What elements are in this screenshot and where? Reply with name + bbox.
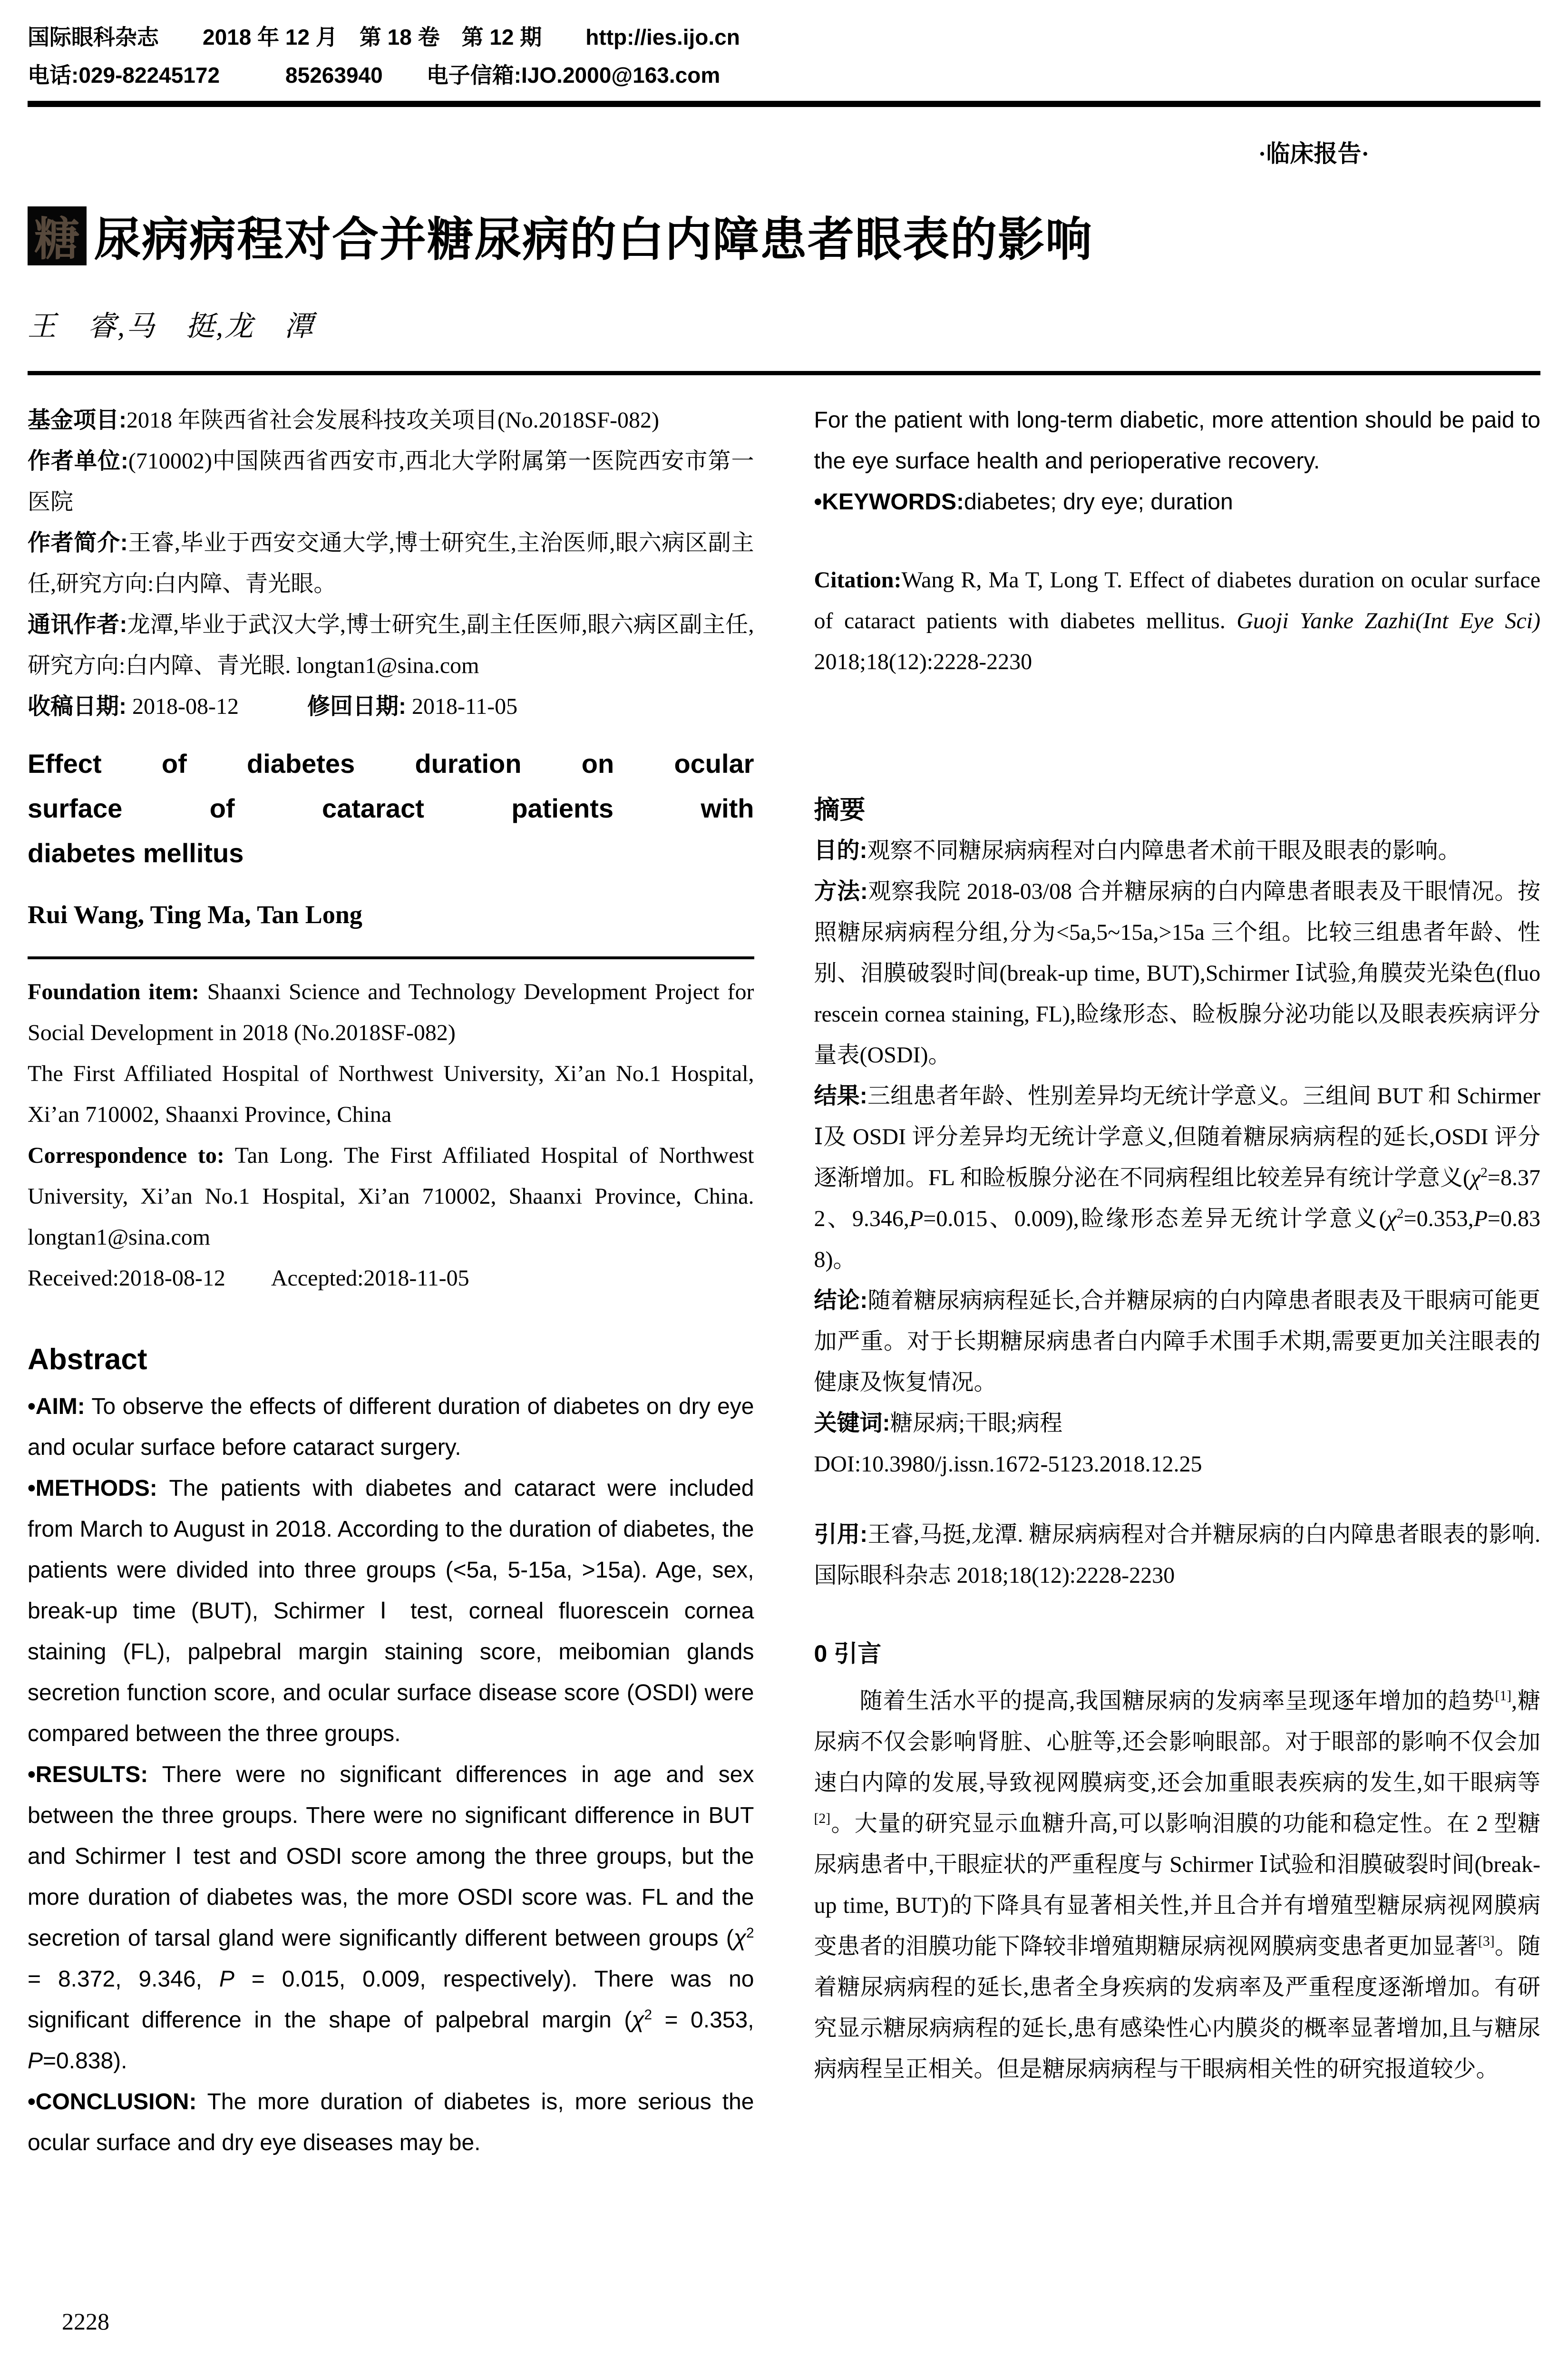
abstract-cn-results-label: 结果: [814, 1083, 867, 1109]
title-divider [28, 371, 1540, 375]
chinese-meta-block [28, 400, 754, 727]
abstract-results-label: •RESULTS: [28, 1762, 148, 1787]
abstract-cn-results: 结果:三组患者年龄、性别差异均无统计学意义。三组间 BUT 和 Schirmer Ⅰ及 OSDI 评分差异均无统计学意义,但随着糖尿病病程的延长,OSDI 评分逐渐增加。FL 和睑板腺分泌在不同病程组比较差异有统计学意义($\chi^2=8.372$、9.346,P=0.015、0.009),睑缘形态差异无统计学意义$(\chi^2=0.353,P=0.838)$。 [814, 1083, 1540, 1272]
foundation-item-cn-label: 基金项目: [28, 408, 127, 433]
keywords: •KEYWORDS:diabetes; dry eye; duration [814, 489, 1233, 515]
keywords-label: •KEYWORDS: [814, 489, 964, 515]
journal-header [28, 18, 1540, 107]
section-tag: ·临床报告· [1258, 140, 1369, 167]
abstract-cn-methods: 方法:观察我院 2018-03/08 合并糖尿病的白内障患者眼表及干眼情况。按照糖尿病病程分组,分为<5a,5~15a,>15a 三个组。比较三组患者年龄、性别、泪膜破裂时间(break-up time, BUT),Schirmer Ⅰ试验,角膜荧光染色(fluorescein cornea staining, FL),睑缘形态、睑板腺分泌功能以及眼表疾病评分量表(OSDI)。 [814, 879, 1540, 1068]
correspondence-en-label: Correspondence to: [28, 1143, 224, 1168]
dates-cn: 收稿日期: 2018-08-12 修回日期: 2018-11-05 [28, 694, 518, 719]
corresponding-author-cn-label: 通讯作者: [28, 612, 127, 637]
article-title-cn [28, 202, 1540, 269]
abstract-conclusion-continued: For the patient with long-term diabetic, more attention should be paid to the eye surface health and perioperative recovery. [814, 408, 1540, 474]
abstract-cn-methods-label: 方法: [814, 879, 868, 904]
title-en-line: surface of cataract patients with [28, 793, 754, 823]
abstract-methods: •METHODS: The patients with diabetes and cataract were included from March to August in 2018. According to the duration of diabetes, the patients were divided into three groups (<5a, 5-15a, >15a). Age, sex, break-up time (BUT), Schirmer Ⅰ test, corneal fluorescein cornea staining (FL), palpebral margin staining score, meibomian glands secretion function score, and ocular surface disease score (OSDI) were compared between the three groups. [28, 1476, 754, 1746]
abstract-cn-aim: 目的:观察不同糖尿病病程对白内障患者术前干眼及眼表的影响。 [814, 838, 1461, 863]
citation-cn-label: 引用: [814, 1522, 868, 1547]
title-drop-cap: 糖 [28, 206, 87, 265]
citation-en-label: Citation: [814, 567, 902, 593]
affiliation-en: The First Affiliated Hospital of Northwest University, Xi’an No.1 Hospital, Xi’an 710002, Shaanxi Province, China [28, 1061, 754, 1127]
journal-header-line2: 电话:029-82245172 85263940 电子信箱:IJO.2000@163.com [28, 63, 721, 88]
abstract-cn-aim-label: 目的: [814, 838, 867, 863]
citation-cn: 引用:王睿,马挺,龙潭. 糖尿病病程对合并糖尿病的白内障患者眼表的影响. 国际眼科杂志 2018;18(12):2228-2230 [814, 1522, 1540, 1588]
dates-en: Received:2018-08-12 Accepted:2018-11-05 [28, 1266, 469, 1291]
author-affiliation-cn-label: 作者单位: [28, 448, 128, 474]
left-column [28, 400, 754, 2163]
title-en-line: diabetes mellitus [28, 838, 244, 868]
keywords-cn: 关键词:糖尿病;干眼;病程 [814, 1411, 1063, 1436]
intro-paragraph: 随着生活水平的提高,我国糖尿病的发病率呈现逐年增加的趋势[1],糖尿病不仅会影响肾脏、心脏等,还会影响眼部。对于眼部的影响不仅会加速白内障的发展,导致视网膜病变,还会加重眼表疾病的发生,如干眼病等[2]。大量的研究显示血糖升高,可以影响泪膜的功能和稳定性。在 2 型糖尿病患者中,干眼症状的严重程度与 Schirmer Ⅰ试验和泪膜破裂时间(break-up time, BUT)的下降具有显著相关性,并且合并有增殖型糖尿病视网膜病变患者的泪膜功能下降较非增殖期糖尿病视网膜病变患者更加显著[3]。随着糖尿病病程的延长,患者全身疾病的发病率及严重程度逐渐增加。有研究显示糖尿病病程的延长,患有感染性心内膜炎的概率显著增加,且与糖尿病病程呈正相关。但是糖尿病病程与干眼病相关性的研究报道较少。 [814, 1688, 1540, 2082]
foundation-item-en: Foundation item: Shaanxi Science and Technology Development Project for Social Development in 2018 (No.2018SF-082) [28, 979, 754, 1045]
page-number: 2228 [62, 2308, 109, 2335]
intro-heading: 0 引言 [814, 1640, 882, 1667]
correspondence-en: Correspondence to: Tan Long. The First Affiliated Hospital of Northwest University, Xi’an No.1 Hospital, Xi’an 710002, Shaanxi Province, China. longtan1@sina.com [28, 1143, 754, 1250]
citation-en: Citation:Wang R, Ma T, Long T. Effect of diabetes duration on ocular surface of cataract patients with diabetes mellitus. Guoji Yanke Zazhi(Int Eye Sci) 2018;18(12):2228-2230 [814, 567, 1540, 674]
abstract-cn-heading: 摘要 [814, 796, 866, 824]
title-en-line: Effect of diabetes duration on ocular [28, 749, 754, 779]
abstract-heading: Abstract [28, 1343, 147, 1376]
doi: DOI:10.3980/j.issn.1672-5123.2018.12.25 [814, 1452, 1202, 1477]
abstract-cn-conclusion: 结论:随着糖尿病病程延长,合并糖尿病的白内障患者眼表及干眼病可能更加严重。对于长期糖尿病患者白内障手术围手术期,需要更加关注眼表的健康及恢复情况。 [814, 1288, 1540, 1395]
abstract-results: •RESULTS: There were no significant differences in age and sex between the three groups. There were no significant difference in BUT and Schirmer Ⅰ test and OSDI score among the three groups, but the more duration of diabetes was, the more OSDI score was. FL and the secretion of tarsal gland were significantly different between groups ($\chi^2 = 8.372$, 9.346, P = 0.015, 0.009, respectively). There was no significant difference in the shape of palpebral margin ($\chi^2 = 0.353$, P=0.838). [28, 1762, 754, 2074]
authors-cn: 王 睿,马 挺,龙 潭 [28, 311, 314, 342]
abstract-methods-label: •METHODS: [28, 1476, 157, 1501]
authors-en: Rui Wang, Ting Ma, Tan Long [28, 900, 362, 929]
foundation-item-cn: 基金项目:2018 年陕西省社会发展科技攻关项目(No.2018SF-082) [28, 408, 660, 433]
abstract-aim: •AIM: To observe the effects of different duration of diabetes on dry eye and ocular surface before cataract surgery. [28, 1394, 754, 1460]
right-column [814, 400, 1541, 2090]
abstract-cn-conclusion-label: 结论: [814, 1288, 868, 1313]
column-divider [28, 956, 754, 959]
article-title-en [28, 741, 754, 876]
foundation-item-en-label: Foundation item: [28, 979, 199, 1004]
article-body [28, 400, 1540, 2163]
keywords-cn-label: 关键词: [814, 1411, 890, 1436]
abstract-conclusion: •CONCLUSION: The more duration of diabetes is, more serious the ocular surface and dry eye diseases may be. [28, 2089, 754, 2155]
author-bio-cn: 作者简介:王睿,毕业于西安交通大学,博士研究生,主治医师,眼六病区副主任,研究方向:白内障、青光眼。 [28, 530, 754, 596]
corresponding-author-cn: 通讯作者:龙潭,毕业于武汉大学,博士研究生,副主任医师,眼六病区副主任,研究方向:白内障、青光眼. longtan1@sina.com [28, 612, 754, 678]
abstract-conclusion-label: •CONCLUSION: [28, 2089, 197, 2114]
journal-header-line1: 国际眼科杂志 2018 年 12 月 第 18 卷 第 12 期 http://ies.ijo.cn [28, 25, 740, 49]
title-rest: 尿病病程对合并糖尿病的白内障患者眼表的影响 [94, 213, 1093, 265]
abstract-aim-label: •AIM: [28, 1394, 85, 1419]
author-affiliation-cn: 作者单位:(710002)中国陕西省西安市,西北大学附属第一医院西安市第一医院 [28, 448, 754, 515]
author-bio-cn-label: 作者简介: [28, 530, 128, 555]
